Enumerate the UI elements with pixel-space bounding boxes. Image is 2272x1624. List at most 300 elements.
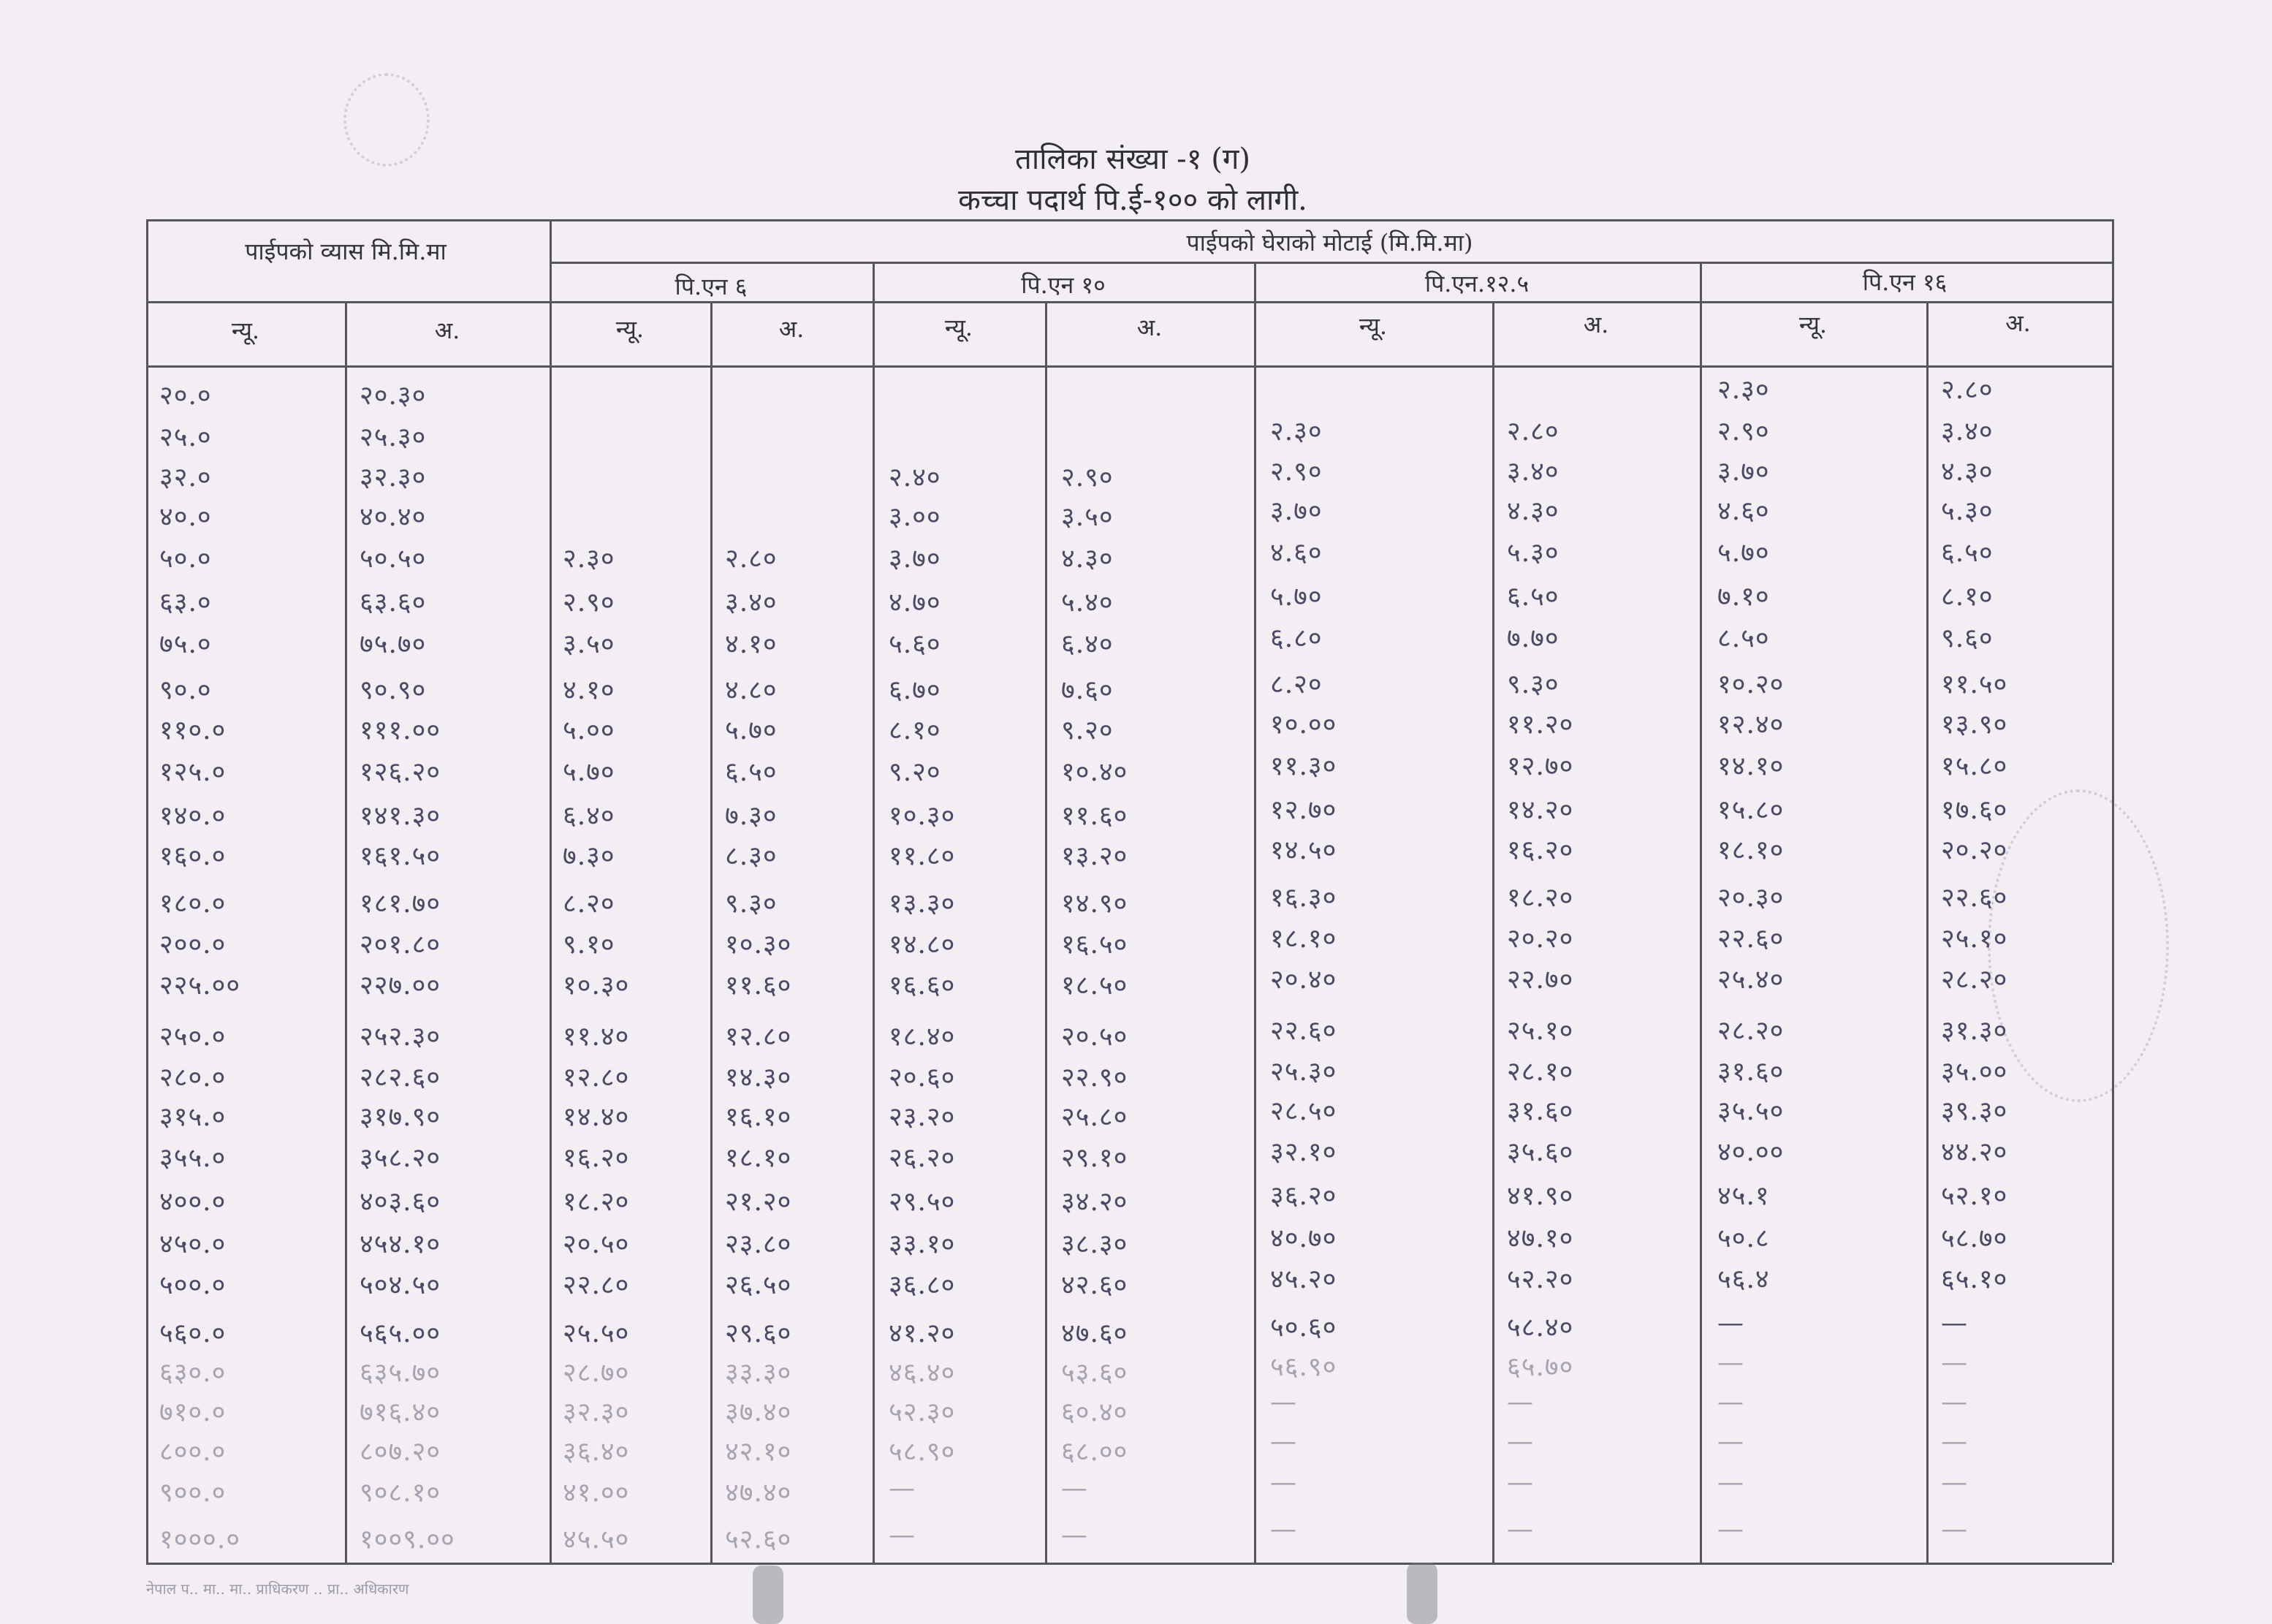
table-cell: — <box>889 1473 916 1503</box>
table-cell: ४१.९० <box>1507 1181 1574 1211</box>
table-cell: २०.३० <box>360 381 427 411</box>
table-cell: १८.२० <box>563 1187 630 1217</box>
table-cell: ४०.४० <box>360 502 427 532</box>
table-cell: ३१.३० <box>1941 1016 2008 1046</box>
table-cell: २५.१० <box>1507 1016 1574 1046</box>
table-cell: ५.७० <box>1270 582 1323 612</box>
table-cell: ८.१० <box>889 716 941 745</box>
table-cell: ३.४० <box>725 588 778 618</box>
table-cell: २५.८० <box>1061 1102 1128 1132</box>
table-cell: १०.३० <box>563 971 630 1001</box>
table-cell: ९.२० <box>1061 716 1114 745</box>
table-cell: ५८.४० <box>1507 1313 1574 1343</box>
table-cell: २३.८० <box>725 1229 792 1259</box>
table-cell: ११.५० <box>1941 669 2008 699</box>
table-cell: ९.२० <box>889 757 941 787</box>
table-cell: ९०.० <box>159 675 212 705</box>
table-cell: ३५५.० <box>159 1143 227 1173</box>
table-cell: ४.६० <box>1270 538 1323 568</box>
table-cell: २८.७० <box>563 1358 630 1388</box>
table-cell: ६३५.७० <box>360 1358 441 1388</box>
col-divider-diameter <box>345 301 347 1563</box>
table-cell: ५.७० <box>725 716 778 745</box>
table-cell: ५.३० <box>1507 538 1559 568</box>
table-cell: ४०.७० <box>1270 1223 1337 1253</box>
header-min-diameter: न्यू. <box>231 316 260 344</box>
table-cell: ४.६० <box>1717 496 1770 526</box>
table-cell: २८.५० <box>1270 1096 1337 1126</box>
table-cell: ४००.० <box>159 1187 227 1217</box>
table-cell: ४७.१० <box>1507 1223 1574 1253</box>
table-cell: ९००.० <box>159 1478 227 1508</box>
table-cell: ४१.२० <box>889 1318 956 1348</box>
table-cell: १८.५० <box>1061 971 1128 1001</box>
table-cell: ६३.६० <box>360 588 427 618</box>
table-cell: २८.२० <box>1941 965 2008 995</box>
table-cell: ९.३० <box>725 889 778 919</box>
table-cell: ५०.० <box>159 544 212 574</box>
table-left-border <box>146 219 148 1563</box>
table-cell: २०.५० <box>563 1229 630 1259</box>
table-cell: ८.२० <box>1270 669 1323 699</box>
table-cell: २०.० <box>159 381 212 411</box>
table-cell: २८.१० <box>1507 1057 1574 1087</box>
table-cell: ३६.४० <box>563 1437 630 1467</box>
table-cell: ५०.५० <box>360 544 427 574</box>
header-diameter: पाईपको व्यास मि.मि.मा <box>245 238 447 265</box>
table-cell: ४०३.६० <box>360 1187 441 1217</box>
table-cell: २९.१० <box>1061 1143 1128 1173</box>
table-cell: २.८० <box>1507 417 1559 447</box>
table-cell: ६.४० <box>563 801 615 831</box>
table-cell: ३.५० <box>1061 502 1114 532</box>
table-cell: १६.१० <box>725 1102 792 1132</box>
table-cell: — <box>1717 1514 1744 1544</box>
table-cell: २५.१० <box>1941 924 2008 954</box>
table-cell: २०.५० <box>1061 1022 1128 1052</box>
table-cell: २०.४० <box>1270 965 1337 995</box>
table-cell: — <box>1717 1348 1744 1378</box>
table-cell: — <box>1061 1520 1088 1550</box>
col-divider-pn10-pn12 <box>1254 262 1256 1563</box>
table-cell: ४७.६० <box>1061 1318 1128 1348</box>
table-cell: — <box>1061 1473 1088 1503</box>
table-cell: २.४० <box>889 463 941 493</box>
table-cell: — <box>889 1520 916 1550</box>
table-cell: ११०.० <box>159 716 227 745</box>
table-cell: ६.४० <box>1061 629 1114 659</box>
table-cell: ३.७० <box>889 544 941 574</box>
table-cell: १३.९० <box>1941 710 2008 740</box>
table-cell: — <box>1507 1514 1534 1544</box>
table-cell: १३.३० <box>889 889 956 919</box>
table-number-title: तालिका संख्या -१ (ग) <box>1015 143 1250 176</box>
table-cell: ३१.६० <box>1717 1057 1785 1087</box>
table-cell: १२.८० <box>725 1022 792 1052</box>
table-cell: २.९० <box>563 588 615 618</box>
table-cell: १८.१० <box>1270 924 1337 954</box>
table-cell: १४.१० <box>1717 751 1785 781</box>
table-cell: ८.३० <box>725 841 778 871</box>
table-cell: — <box>1270 1468 1297 1498</box>
table-cell: ३६.२० <box>1270 1181 1337 1211</box>
col-divider-group <box>550 219 552 1563</box>
table-cell: ३५.५० <box>1717 1096 1785 1126</box>
header-pn6: पि.एन ६ <box>675 273 748 300</box>
header-max-pn12-5: अ. <box>1583 311 1609 338</box>
hole-punch-right <box>1407 1563 1437 1624</box>
table-cell: २६.२० <box>889 1143 956 1173</box>
header-min-pn10: न्यू. <box>944 314 973 341</box>
header-max-pn10: अ. <box>1136 314 1163 341</box>
table-cell: १८.१० <box>725 1143 792 1173</box>
table-cell: ८०७.२० <box>360 1437 441 1467</box>
table-cell: ७५.० <box>159 629 212 659</box>
table-cell: — <box>1717 1468 1744 1498</box>
table-cell: ५३.६० <box>1061 1358 1128 1388</box>
table-cell: ८००.० <box>159 1437 227 1467</box>
table-cell: १००९.०० <box>360 1525 455 1555</box>
table-cell: ५०.६० <box>1270 1313 1337 1343</box>
table-cell: — <box>1270 1427 1297 1457</box>
table-cell: १२६.२० <box>360 757 441 787</box>
table-cell: १४.३० <box>725 1063 792 1093</box>
table-cell: १०.४० <box>1061 757 1128 787</box>
table-cell: ४१.०० <box>563 1478 630 1508</box>
table-cell: ८.१० <box>1941 582 1994 612</box>
table-cell: २५०.० <box>159 1022 227 1052</box>
table-cell: ५६०.० <box>159 1318 227 1348</box>
table-cell: २८०.० <box>159 1063 227 1093</box>
table-cell: २८२.६० <box>360 1063 441 1093</box>
table-cell: ५६५.०० <box>360 1318 441 1348</box>
table-cell: ७.१० <box>1717 582 1770 612</box>
table-cell: ७५.७० <box>360 629 427 659</box>
table-cell: ९.६० <box>1941 623 1994 653</box>
table-cell: ४०.० <box>159 502 212 532</box>
table-cell: २२७.०० <box>360 971 441 1001</box>
header-min-pn16: न्यू. <box>1798 311 1828 338</box>
table-cell: — <box>1717 1308 1744 1338</box>
table-cell: — <box>1941 1427 1968 1457</box>
footer-text: नेपाल प.. मा.. मा.. प्राधिकरण .. प्रा.. अधिकारण <box>146 1580 409 1598</box>
table-cell: १७.६० <box>1941 795 2008 825</box>
table-cell: ४.३० <box>1061 544 1114 574</box>
table-cell: १२.७० <box>1507 751 1574 781</box>
table-cell: ४५०.० <box>159 1229 227 1259</box>
table-cell: १५.८० <box>1941 751 2008 781</box>
table-cell: ३१५.० <box>159 1102 227 1132</box>
table-cell: ५२.३० <box>889 1397 956 1427</box>
table-cell: ५.७० <box>1717 538 1770 568</box>
table-cell: ६३.० <box>159 588 212 618</box>
table-cell: ३३.१० <box>889 1229 956 1259</box>
table-cell: ९.३० <box>1507 669 1559 699</box>
table-cell: ५६.४ <box>1717 1264 1770 1294</box>
table-cell: १४.२० <box>1507 795 1574 825</box>
table-cell: १११.०० <box>360 716 441 745</box>
table-cell: ११.४० <box>563 1022 630 1052</box>
table-cell: ३५.६० <box>1507 1137 1574 1167</box>
table-cell: २१.२० <box>725 1187 792 1217</box>
table-cell: ७.३० <box>563 841 615 871</box>
table-cell: ६५.१० <box>1941 1264 2008 1294</box>
table-cell: १८.१० <box>1717 835 1785 865</box>
table-cell: ३१.६० <box>1507 1096 1574 1126</box>
table-cell: ५२.६० <box>725 1525 792 1555</box>
header-thickness: पाईपको घेराको मोटाई (मि.मि.मा) <box>1186 229 1473 257</box>
table-cell: ४.८० <box>725 675 778 705</box>
table-cell: ६३०.० <box>159 1358 227 1388</box>
table-cell: २.९० <box>1270 457 1323 487</box>
table-cell: २.९० <box>1717 417 1770 447</box>
table-cell: १४.९० <box>1061 889 1128 919</box>
table-cell: ३२.१० <box>1270 1137 1337 1167</box>
table-cell: — <box>1507 1468 1534 1498</box>
table-cell: ४७.४० <box>725 1478 792 1508</box>
table-cell: ४.७० <box>889 588 941 618</box>
table-cell: ३२.३० <box>563 1397 630 1427</box>
table-cell: १२.७० <box>1270 795 1337 825</box>
table-cell: ११.६० <box>725 971 792 1001</box>
table-cell: — <box>1941 1348 1968 1378</box>
header-max-pn6: अ. <box>778 315 805 343</box>
table-cell: ६८.०० <box>1061 1437 1128 1467</box>
table-cell: १३.२० <box>1061 841 1128 871</box>
table-cell: ५.६० <box>889 629 941 659</box>
table-cell: १८.४० <box>889 1022 956 1052</box>
table-cell: १६.५० <box>1061 930 1128 960</box>
table-cell: २.८० <box>1941 375 1994 405</box>
table-cell: १८१.७० <box>360 889 441 919</box>
table-cell: ५.०० <box>563 716 615 745</box>
table-cell: १०.३० <box>725 930 792 960</box>
table-cell: ३.७० <box>1270 496 1323 526</box>
table-cell: २८.२० <box>1717 1016 1785 1046</box>
table-cell: ५०४.५० <box>360 1270 441 1300</box>
table-cell: २९.६० <box>725 1318 792 1348</box>
table-cell: ४२.१० <box>725 1437 792 1467</box>
header-pn16: पि.एन १६ <box>1862 268 1948 296</box>
table-cell: १६०.० <box>159 841 227 871</box>
table-cell: २२.६० <box>1941 883 2008 913</box>
table-cell: १५.८० <box>1717 795 1785 825</box>
col-divider-pn12-pn16 <box>1700 262 1702 1563</box>
header-bottom-rule <box>146 365 2112 368</box>
header-max-pn16: अ. <box>2005 309 2031 337</box>
table-cell: २३.२० <box>889 1102 956 1132</box>
table-cell: ७.७० <box>1507 623 1559 653</box>
header-rule-pn <box>146 301 2112 303</box>
table-cell: ७.३० <box>725 801 778 831</box>
table-cell: ३६.८० <box>889 1270 956 1300</box>
table-top-border <box>146 219 2112 221</box>
table-cell: ३५८.२० <box>360 1143 441 1173</box>
table-cell: ६.५० <box>1507 582 1559 612</box>
table-cell: ५२.२० <box>1507 1264 1574 1294</box>
table-cell: २०.२० <box>1941 835 2008 865</box>
col-divider-pn12 <box>1492 301 1494 1563</box>
table-cell: १६.३० <box>1270 883 1337 913</box>
table-cell: २०.२० <box>1507 924 1574 954</box>
table-cell: — <box>1270 1514 1297 1544</box>
table-cell: २२.७० <box>1507 965 1574 995</box>
table-cell: २६.५० <box>725 1270 792 1300</box>
table-cell: १६१.५० <box>360 841 441 871</box>
table-cell: ५.३० <box>1941 496 1994 526</box>
table-cell: ९०८.१० <box>360 1478 441 1508</box>
table-cell: २.३० <box>563 544 615 574</box>
table-cell: २२.८० <box>563 1270 630 1300</box>
table-cell: २५.० <box>159 422 212 452</box>
header-min-pn12-5: न्यू. <box>1359 312 1388 340</box>
table-cell: ६५.७० <box>1507 1352 1574 1382</box>
table-cell: ९०.९० <box>360 675 427 705</box>
col-divider-pn16 <box>1926 301 1929 1563</box>
table-cell: ३१७.९० <box>360 1102 441 1132</box>
header-min-pn6: न्यू. <box>615 315 645 343</box>
table-cell: — <box>1717 1427 1744 1457</box>
table-cell: ४.१० <box>725 629 778 659</box>
table-cell: २२.९० <box>1061 1063 1128 1093</box>
table-cell: ६.७० <box>889 675 941 705</box>
table-cell: २.३० <box>1270 417 1323 447</box>
table-cell: १४.४० <box>563 1102 630 1132</box>
table-cell: ३७.४० <box>725 1397 792 1427</box>
table-cell: ३.४० <box>1507 457 1559 487</box>
table-cell: ५८.९० <box>889 1437 956 1467</box>
table-cell: १४.८० <box>889 930 956 960</box>
table-cell: ४२.६० <box>1061 1270 1128 1300</box>
table-cell: २०.३० <box>1717 883 1785 913</box>
table-cell: २२५.०० <box>159 971 241 1001</box>
table-cell: ४.३० <box>1507 496 1559 526</box>
table-cell: ३२.० <box>159 463 212 493</box>
table-cell: ४५४.१० <box>360 1229 441 1259</box>
table-cell: ४४.२० <box>1941 1137 2008 1167</box>
table-cell: ६०.४० <box>1061 1397 1128 1427</box>
table-cell: १४.५० <box>1270 835 1337 865</box>
table-cell: ७.६० <box>1061 675 1114 705</box>
table-cell: ३.५० <box>563 629 615 659</box>
table-cell: ३५.०० <box>1941 1057 2008 1087</box>
table-cell: — <box>1270 1387 1297 1417</box>
table-cell: २.९० <box>1061 463 1114 493</box>
table-right-border <box>2112 219 2114 1563</box>
table-cell: २२.६० <box>1717 924 1785 954</box>
table-cell: ६.५० <box>1941 538 1994 568</box>
table-cell: २५२.३० <box>360 1022 441 1052</box>
table-cell: ५.४० <box>1061 588 1114 618</box>
table-cell: २.३० <box>1717 375 1770 405</box>
table-cell: ४५.२० <box>1270 1264 1337 1294</box>
table-cell: ८.५० <box>1717 623 1770 653</box>
table-subtitle: कच्चा पदार्थ पि.ई-१०० को लागी. <box>958 183 1307 217</box>
table-cell: ५२.१० <box>1941 1181 2008 1211</box>
table-cell: ६.८० <box>1270 623 1323 653</box>
table-cell: — <box>1941 1514 1968 1544</box>
col-divider-pn10 <box>1045 301 1047 1563</box>
table-cell: ५.७० <box>563 757 615 787</box>
table-cell: १६.२० <box>1507 835 1574 865</box>
table-cell: २०१.८० <box>360 930 441 960</box>
table-cell: ५६.९० <box>1270 1352 1337 1382</box>
table-cell: २.८० <box>725 544 778 574</box>
table-cell: ११.२० <box>1507 710 1574 740</box>
table-cell: ११.३० <box>1270 751 1337 781</box>
table-cell: — <box>1507 1427 1534 1457</box>
table-cell: ४.३० <box>1941 457 1994 487</box>
table-cell: — <box>1507 1387 1534 1417</box>
table-cell: २५.५० <box>563 1318 630 1348</box>
table-cell: २००.० <box>159 930 227 960</box>
col-divider-pn6 <box>710 301 713 1563</box>
table-cell: ३४.२० <box>1061 1187 1128 1217</box>
header-max-diameter: अ. <box>434 316 460 344</box>
table-cell: ७१०.० <box>159 1397 227 1427</box>
table-cell: ११.८० <box>889 841 956 871</box>
header-pn12-5: पि.एन.१२.५ <box>1424 270 1530 297</box>
table-cell: — <box>1941 1468 1968 1498</box>
table-cell: ८.२० <box>563 889 615 919</box>
table-cell: १८.२० <box>1507 883 1574 913</box>
table-cell: ६.५० <box>725 757 778 787</box>
table-cell: १०.३० <box>889 801 956 831</box>
table-cell: ३२.३० <box>360 463 427 493</box>
table-cell: ३९.३० <box>1941 1096 2008 1126</box>
table-cell: १०.२० <box>1717 669 1785 699</box>
table-cell: ४५.१ <box>1717 1181 1770 1211</box>
table-cell: — <box>1717 1387 1744 1417</box>
table-cell: २५.४० <box>1717 965 1785 995</box>
table-cell: १६.६० <box>889 971 956 1001</box>
table-cell: ४.१० <box>563 675 615 705</box>
table-bottom-border <box>146 1563 2112 1565</box>
table-cell: १०.०० <box>1270 710 1337 740</box>
table-cell: १४१.३० <box>360 801 441 831</box>
table-cell: २२.६० <box>1270 1016 1337 1046</box>
table-cell: ३.७० <box>1717 457 1770 487</box>
table-cell: २५.३० <box>1270 1057 1337 1087</box>
table-cell: १०००.० <box>159 1525 241 1555</box>
table-cell: १२.४० <box>1717 710 1785 740</box>
header-rule-thickness <box>550 262 2112 264</box>
table-cell: ३३.३० <box>725 1358 792 1388</box>
table-cell: १२.८० <box>563 1063 630 1093</box>
table-cell: २५.३० <box>360 422 427 452</box>
table-cell: १६.२० <box>563 1143 630 1173</box>
header-pn10: पि.एन १० <box>1021 271 1106 299</box>
table-cell: १२५.० <box>159 757 227 787</box>
table-cell: ७१६.४० <box>360 1397 441 1427</box>
table-cell: १४०.० <box>159 801 227 831</box>
table-cell: — <box>1941 1308 1968 1338</box>
table-cell: २०.६० <box>889 1063 956 1093</box>
col-divider-pn6-pn10 <box>873 262 875 1563</box>
table-cell: ४०.०० <box>1717 1137 1785 1167</box>
table-cell: ४५.५० <box>563 1525 630 1555</box>
table-cell: १८०.० <box>159 889 227 919</box>
table-cell: ४६.४० <box>889 1358 956 1388</box>
table-cell: ३८.३० <box>1061 1229 1128 1259</box>
table-cell: ५०.८ <box>1717 1223 1770 1253</box>
table-cell: ५००.० <box>159 1270 227 1300</box>
table-cell: २९.५० <box>889 1187 956 1217</box>
table-cell: ३.४० <box>1941 417 1994 447</box>
hole-punch-left <box>753 1566 783 1624</box>
table-cell: ५८.७० <box>1941 1223 2008 1253</box>
table-cell: ३.०० <box>889 502 941 532</box>
